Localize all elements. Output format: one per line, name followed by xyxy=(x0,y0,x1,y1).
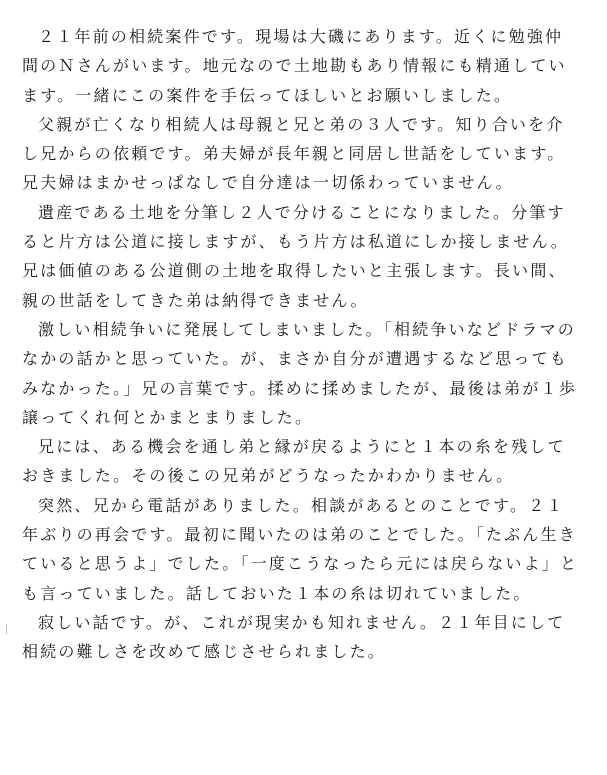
text-line: 間のＮさんがいます。地元なので土地勘もあり情報にも精通してい xyxy=(22,56,567,76)
text-line: 兄夫婦はまかせっぱなしで自分達は一切係わっていません。 xyxy=(22,173,514,193)
text-line: 激しい相続争いに発展してしまいました。「相続争いなどドラマの xyxy=(38,319,577,339)
text-line: 父親が亡くなり相続人は母親と兄と弟の３人です。知り合いを介 xyxy=(38,114,565,134)
document-body xyxy=(22,22,590,667)
text-line: 譲ってくれ何とかまとまりました。 xyxy=(22,407,314,427)
paragraph-1 xyxy=(22,22,590,110)
text-line: 突然、兄から電話がありました。相談があるとのことです。２１ xyxy=(38,495,565,515)
text-line: 年ぶりの再会です。最初に聞いたのは弟のことでした。「たぶん生き xyxy=(22,525,577,545)
text-line: 寂しい話です。が、これが現実かも知れません。２１年目にして xyxy=(38,612,566,632)
text-line: おきました。その後この兄弟がどうなったかわかりません。 xyxy=(22,466,515,486)
text-line: も言っていました。話しておいた１本の糸は切れていました。 xyxy=(22,583,532,603)
text-line: 遺産である土地を分筆し２人で分けることになりました。分筆す xyxy=(38,202,566,222)
text-line: なかの話かと思っていた。が、まさか自分が遭遇するなど思っても xyxy=(22,349,569,369)
text-line: みなかった。」兄の言葉です。揉めに揉めましたが、最後は弟が１歩 xyxy=(22,378,577,398)
text-line: ていると思うよ」でした。「一度こうなったら元には戻らないよ」と xyxy=(22,554,579,574)
text-line: 兄には、ある機会を通し弟と縁が戻るようにと１本の糸を残して xyxy=(38,437,566,457)
paragraph-5 xyxy=(22,432,590,491)
paragraph-3 xyxy=(22,198,590,315)
paragraph-7 xyxy=(22,608,590,667)
paragraph-2 xyxy=(22,110,590,198)
text-line: ます。一緒にこの案件を手伝ってほしいとお願いしました。 xyxy=(22,85,513,105)
text-line: 相続の難しさを改めて感じさせられました。 xyxy=(22,642,387,662)
text-line: ると片方は公道に接しますが、もう片方は私道にしか接しません。 xyxy=(22,232,569,252)
text-line: し兄からの依頼です。弟夫婦が長年親と同居し世話をしています。 xyxy=(22,144,566,164)
text-line: 兄は価値のある公道側の土地を取得したいと主張します。長い間、 xyxy=(22,261,567,281)
text-line: 親の世話をしてきた弟は納得できません。 xyxy=(22,290,369,310)
paragraph-6 xyxy=(22,491,590,608)
text-line: ２１年前の相続案件です。現場は大磯にあります。近くに勉強仲 xyxy=(38,27,564,46)
paragraph-4 xyxy=(22,315,590,432)
scan-mark xyxy=(6,624,7,634)
